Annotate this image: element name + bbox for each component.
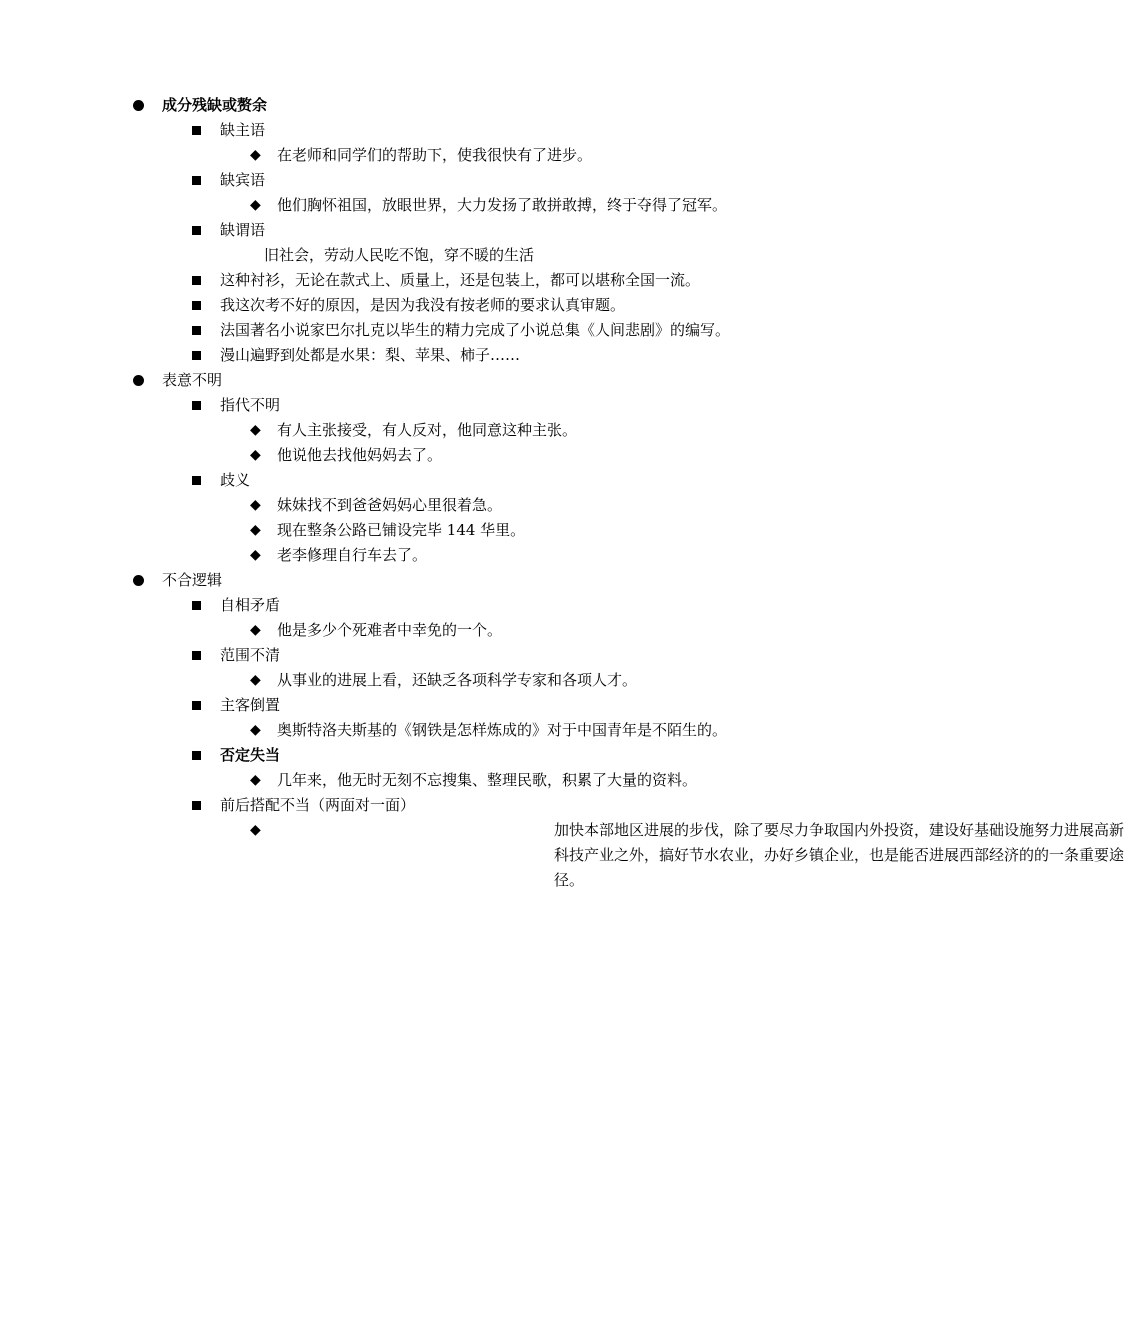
example-item — [0, 618, 950, 643]
example-item — [0, 518, 950, 543]
square-bullet-icon — [192, 326, 201, 335]
square-bullet-icon — [192, 176, 201, 185]
item-label: 范围不清 — [220, 646, 281, 664]
example-text: 几年来，他无时无刻不忘搜集、整理民歌，积累了大量的资料。 — [277, 771, 698, 789]
section-title: 成分残缺或赘余 — [162, 96, 268, 114]
item-label: 缺谓语 — [220, 221, 266, 239]
example-text: 他说他去找他妈妈去了。 — [277, 446, 443, 464]
example-item — [0, 718, 950, 743]
square-bullet-icon — [192, 126, 201, 135]
section-title: 不合逻辑 — [162, 571, 223, 589]
example-text: 现在整条公路已铺设完毕 144 华里。 — [277, 521, 526, 539]
example-item — [0, 768, 950, 793]
example-item — [0, 443, 950, 468]
example-text: 老李修理自行车去了。 — [277, 546, 428, 564]
square-bullet-icon — [192, 401, 201, 410]
diamond-bullet-icon: ◆ — [250, 722, 261, 738]
example-text: 他是多少个死难者中幸免的一个。 — [277, 621, 503, 639]
example-text: 他们胸怀祖国，放眼世界，大力发扬了敢拼敢搏，终于夺得了冠军。 — [277, 196, 728, 214]
item-label: 自相矛盾 — [220, 596, 281, 614]
square-bullet-icon — [192, 651, 201, 660]
item-label: 这种衬衫，无论在款式上、质量上，还是包装上，都可以堪称全国一流。 — [220, 271, 701, 289]
square-bullet-icon — [192, 476, 201, 485]
example-note — [0, 243, 950, 268]
list-item — [0, 693, 950, 718]
diamond-bullet-icon: ◆ — [250, 197, 261, 213]
item-label: 前后搭配不当（两面对一面） — [220, 796, 416, 814]
list-item — [0, 293, 950, 318]
square-bullet-icon — [192, 351, 201, 360]
item-label: 缺宾语 — [220, 171, 266, 189]
item-label: 法国著名小说家巴尔扎克以毕生的精力完成了小说总集《人间悲剧》的编写。 — [220, 321, 731, 339]
square-bullet-icon — [192, 801, 201, 810]
list-item — [0, 343, 950, 368]
example-item — [0, 818, 1124, 893]
diamond-bullet-icon: ◆ — [250, 547, 261, 563]
diamond-bullet-icon: ◆ — [250, 522, 261, 538]
example-item — [0, 143, 950, 168]
example-text: 妹妹找不到爸爸妈妈心里很着急。 — [277, 496, 503, 514]
circle-bullet-icon — [133, 575, 144, 586]
square-bullet-icon — [192, 701, 201, 710]
section-heading — [0, 368, 950, 393]
example-text: 有人主张接受，有人反对，他同意这种主张。 — [277, 421, 578, 439]
circle-bullet-icon — [133, 100, 144, 111]
list-item — [0, 468, 950, 493]
diamond-bullet-icon: ◆ — [250, 672, 261, 688]
example-text: 在老师和同学们的帮助下，使我很快有了进步。 — [277, 146, 593, 164]
item-label: 漫山遍野到处都是水果：梨、苹果、柿子…… — [220, 346, 521, 364]
example-item — [0, 668, 950, 693]
square-bullet-icon — [192, 301, 201, 310]
diamond-bullet-icon: ◆ — [250, 447, 261, 463]
list-item — [0, 318, 950, 343]
item-label: 否定失当 — [220, 746, 281, 764]
example-text: 从事业的进展上看，还缺乏各项科学专家和各项人才。 — [277, 671, 638, 689]
square-bullet-icon — [192, 276, 201, 285]
section-title: 表意不明 — [162, 371, 223, 389]
list-item — [0, 643, 950, 668]
example-item — [0, 543, 950, 568]
example-item — [0, 418, 950, 443]
example-text: 奥斯特洛夫斯基的《钢铁是怎样炼成的》对于中国青年是不陌生的。 — [277, 721, 728, 739]
square-bullet-icon — [192, 601, 201, 610]
item-label: 缺主语 — [220, 121, 266, 139]
item-label: 我这次考不好的原因，是因为我没有按老师的要求认真审题。 — [220, 296, 626, 314]
circle-bullet-icon — [133, 375, 144, 386]
list-item — [0, 593, 950, 618]
diamond-bullet-icon: ◆ — [250, 622, 261, 638]
note-text: 旧社会，劳动人民吃不饱，穿不暖的生活 — [264, 246, 535, 264]
list-item — [0, 268, 950, 293]
square-bullet-icon — [192, 751, 201, 760]
item-label: 主客倒置 — [220, 696, 281, 714]
list-item — [0, 793, 950, 818]
diamond-bullet-icon: ◆ — [250, 497, 261, 513]
example-item — [0, 493, 950, 518]
document-page — [0, 93, 1124, 893]
section-heading — [0, 93, 950, 118]
list-item — [0, 168, 950, 193]
item-label: 指代不明 — [220, 396, 281, 414]
list-item — [0, 743, 950, 768]
diamond-bullet-icon: ◆ — [250, 822, 261, 838]
square-bullet-icon — [192, 226, 201, 235]
example-item — [0, 193, 950, 218]
section-heading — [0, 568, 950, 593]
diamond-bullet-icon: ◆ — [250, 772, 261, 788]
example-text: 加快本部地区进展的步伐，除了要尽力争取国内外投资，建设好基础设施努力进展高新科技产业之外，搞好节水农业，办好乡镇企业，也是能否进展西部经济的的一条重要途径。 — [554, 821, 1124, 889]
diamond-bullet-icon: ◆ — [250, 422, 261, 438]
list-item — [0, 393, 950, 418]
item-label: 歧义 — [220, 471, 251, 489]
list-item — [0, 118, 950, 143]
list-item — [0, 218, 950, 243]
diamond-bullet-icon: ◆ — [250, 147, 261, 163]
